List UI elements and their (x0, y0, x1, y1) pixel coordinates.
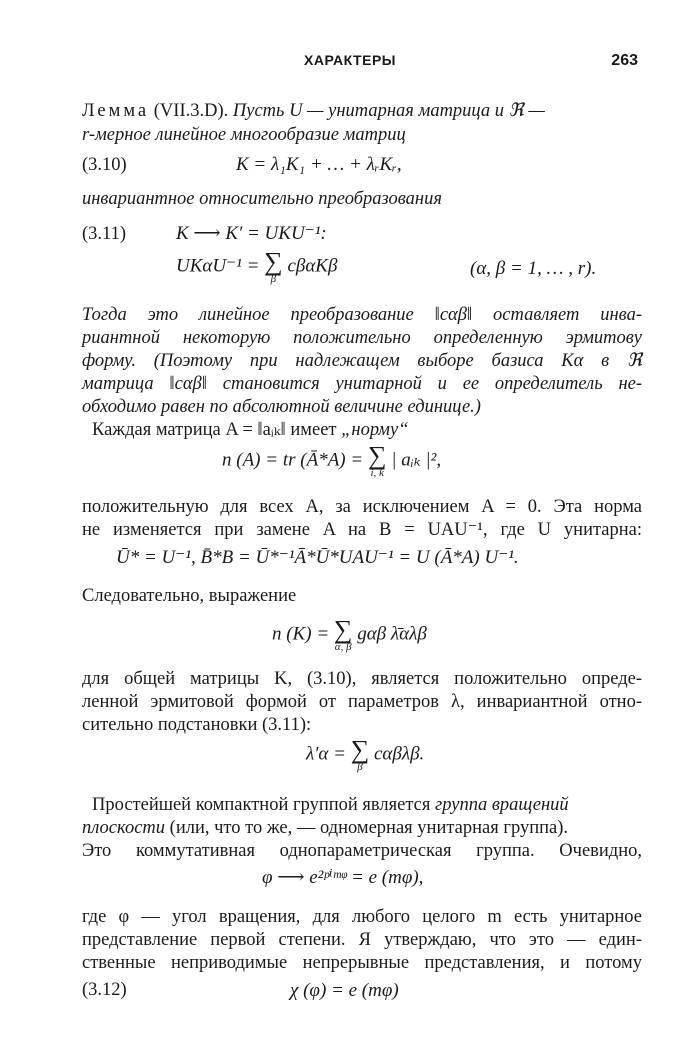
norm-intro: Каждая матрица A = ‖aᵢₖ‖ имеет (92, 420, 342, 440)
paragraph-5-line-1: для общей матрицы K, (3.10), является положительно опреде- (82, 669, 642, 689)
sum-index: α, β (334, 641, 352, 653)
invariance-line: инвариантное относительно преобразования (82, 189, 442, 209)
norm-right: | aᵢₖ |², (391, 449, 442, 471)
p6-text-b: (или, что то же, — одномерная унитарная группа). (165, 818, 569, 838)
paragraph-6-line-1 (92, 794, 642, 816)
paragraph-6-line-3: Это коммутативная однопараметрическая группа. Очевидно, (82, 841, 642, 861)
p6-term-plane: плоскости (82, 818, 166, 838)
paragraph-3-line-2: не изменяется при замене A на B = UAU⁻¹, где U унитарна: (82, 520, 642, 540)
paragraph-1-line-3: форму. (Поэтому при надлежащем выборе базиса Kα в ℜ (82, 351, 642, 371)
equation-3-11-condition: (α, β = 1, … , r). (470, 258, 597, 279)
lemma-ref: (VII.3.D). (149, 101, 233, 121)
lemma-line-1 (82, 100, 642, 122)
p6-text-a: Простейшей компактной группой является (92, 795, 436, 815)
equation-norm (222, 441, 442, 479)
paragraph-1-line-1: Тогда это линейное преобразование ‖cαβ‖ оставляет инва- (82, 305, 642, 325)
equation-number-3-11: (3.11) (82, 224, 127, 244)
lemma-text-1: Пусть U — унитарная матрица и ℜ — (232, 101, 545, 121)
norm-left: n (A) = tr (Ā*A) = (222, 449, 364, 471)
eq311b-right: cβαKβ (287, 255, 338, 277)
equation-number-3-12: (3.12) (82, 980, 127, 1000)
page-number: 263 (611, 52, 638, 69)
equation-3-11-a: K ⟶ K′ = UKU⁻¹: (176, 223, 327, 244)
paragraph-7-line-1: где φ — угол вращения, для любого целого m есть унитарное (82, 907, 642, 927)
equation-3-10: K = λ₁K₁ + … + λᵣKᵣ, (236, 154, 402, 175)
sum-symbol: ∑ β (350, 735, 370, 773)
paragraph-4: Следовательно, выражение (82, 586, 297, 606)
equation-norm-k (272, 615, 427, 653)
sum-symbol: ∑ α, β (333, 615, 353, 653)
lemma-label: Лемма (82, 101, 150, 121)
p6-term-rotation-group: группа вращений (435, 795, 569, 815)
paragraph-7-line-2: представление первой степени. Я утверждаю, что это — един- (82, 930, 642, 950)
sum-index: i, k (370, 467, 384, 479)
paragraph-3-line-1: положительную для всех A, за исключением A = 0. Эта норма (82, 497, 642, 517)
lemma-line-2: r-мерное линейное многообразие матриц (82, 125, 406, 145)
equation-number-3-10: (3.10) (82, 155, 127, 175)
norm-term: „норму“ (341, 420, 409, 440)
paragraph-6-line-2 (82, 817, 642, 839)
sum-index: β (357, 761, 363, 773)
equation-phi: φ ⟶ e²ᵖⁱᵐᵠ = e (mφ), (262, 867, 424, 888)
equation-unitary: Ū* = U⁻¹, B̄*B = Ū*⁻¹Ā*Ū*UAU⁻¹ = U (Ā*A) U⁻¹. (116, 547, 519, 568)
paragraph-1-line-5: обходимо равен по абсолютной величине единице.) (82, 397, 481, 417)
equation-lambda (306, 735, 425, 773)
paragraph-1-line-2: риантной некоторую положительно определенную эрмитову (82, 328, 642, 348)
running-title: ХАРАКТЕРЫ (304, 52, 396, 68)
paragraph-5-line-2: ленной эрмитовой формой от параметров λ, инвариантной отно- (82, 692, 642, 712)
nk-left: n (K) = (272, 623, 330, 645)
sum-index: β (270, 273, 277, 285)
lambda-left: λ′α = (306, 743, 346, 765)
equation-3-11-b (176, 247, 338, 285)
sum-symbol: ∑ β (264, 247, 283, 285)
eq311b-left: UKαU⁻¹ = (176, 255, 260, 277)
equation-3-12: χ (φ) = e (mφ) (290, 980, 399, 1001)
nk-right: gαβ λ̄αλβ (357, 623, 427, 645)
paragraph-5-line-3: сительно подстановки (3.11): (82, 715, 312, 735)
paragraph-1-line-4: матрица ‖cαβ‖ становится унитарной и ее определитель не- (82, 374, 642, 394)
lambda-right: cαβλβ. (373, 743, 425, 765)
sum-symbol: ∑ i, k (367, 441, 387, 479)
paragraph-7-line-3: ственные неприводимые непрерывные представления, и потому (82, 953, 642, 973)
paragraph-2-line-1 (92, 419, 642, 441)
